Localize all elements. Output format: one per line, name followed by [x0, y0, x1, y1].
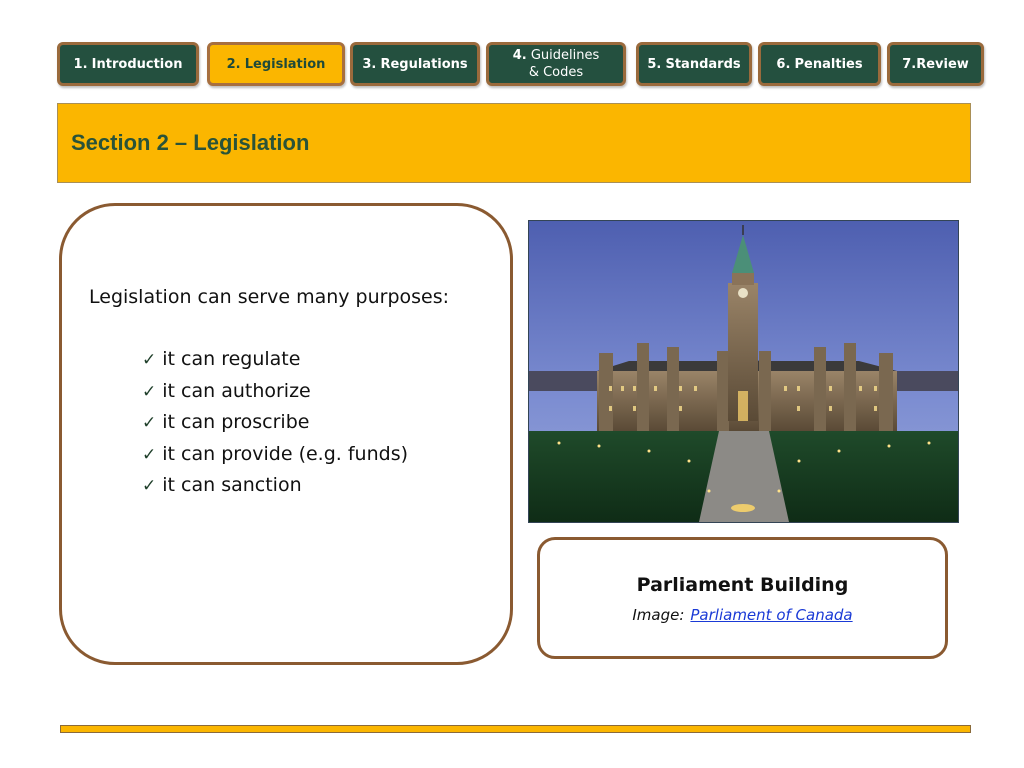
purpose-list	[142, 344, 408, 502]
list-item	[142, 344, 408, 376]
side-tower	[667, 347, 679, 431]
side-tower	[637, 343, 649, 431]
parliament-building-photo	[528, 220, 959, 523]
image-caption-box	[537, 537, 948, 659]
side-tower	[717, 351, 729, 431]
side-tower	[599, 353, 613, 431]
tab-label: Regulations	[380, 56, 468, 72]
side-tower	[879, 353, 893, 431]
list-item	[142, 376, 408, 408]
tab-regulations[interactable]	[350, 42, 480, 86]
image-credit	[540, 606, 945, 624]
side-tower	[814, 347, 826, 431]
purpose-text: it can sanction	[162, 474, 302, 496]
tab-introduction[interactable]	[57, 42, 199, 86]
list-item	[142, 439, 408, 471]
content-panel	[59, 203, 513, 665]
footer-bar	[60, 725, 971, 733]
tab-standards[interactable]	[636, 42, 752, 86]
side-tower	[759, 351, 771, 431]
centennial-flame	[731, 504, 755, 512]
checkmark-icon: ✓	[142, 476, 157, 496]
tab-penalties[interactable]	[758, 42, 881, 86]
tab-label: Introduction	[91, 56, 183, 72]
tab-label: Review	[916, 56, 969, 72]
tab-label: Penalties	[794, 56, 863, 72]
clock-face	[738, 288, 748, 298]
main-entrance	[738, 391, 748, 421]
checkmark-icon: ✓	[142, 413, 157, 433]
tab-label: Standards	[665, 56, 741, 72]
tab-legislation[interactable]	[207, 42, 345, 86]
checkmark-icon: ✓	[142, 350, 157, 370]
intro-text: Legislation can serve many purposes:	[89, 286, 450, 308]
tab-guidelines-codes[interactable]	[486, 42, 626, 86]
side-tower	[844, 343, 856, 431]
parliament-of-canada-link[interactable]: Parliament of Canada	[690, 606, 853, 624]
tab-number: 3.	[362, 56, 377, 72]
tab-number: 5.	[647, 56, 662, 72]
tab-number: 4.	[512, 48, 527, 63]
section-banner	[57, 103, 971, 183]
checkmark-icon: ✓	[142, 444, 157, 465]
purpose-text: it can provide (e.g. funds)	[162, 442, 409, 465]
tab-review[interactable]	[887, 42, 984, 86]
tab-number: 1.	[73, 56, 88, 72]
list-item	[142, 407, 408, 439]
checkmark-icon: ✓	[142, 381, 157, 402]
purpose-text: it can proscribe	[162, 411, 310, 433]
caption-title: Parliament Building	[636, 574, 849, 596]
tower-top	[732, 273, 754, 285]
list-item	[142, 470, 408, 502]
purpose-text: it can authorize	[162, 379, 311, 402]
tab-number: 7.	[902, 56, 917, 72]
purpose-text: it can regulate	[162, 348, 301, 370]
page-title: Section 2 – Legislation	[71, 130, 310, 155]
tab-number: 2.	[226, 56, 241, 72]
credit-label: Image:	[632, 606, 685, 624]
tab-number: 6.	[776, 56, 791, 72]
tab-label: Legislation	[244, 56, 326, 72]
tab-label: Guidelines & Codes	[528, 48, 600, 80]
